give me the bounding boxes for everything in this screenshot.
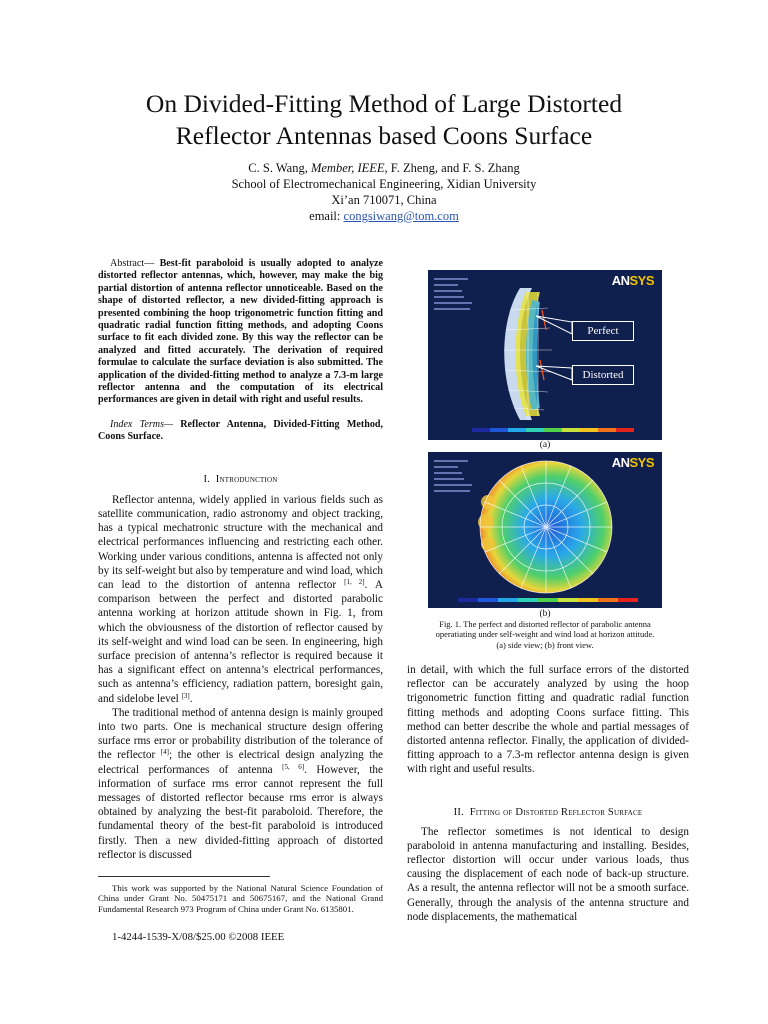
left-column — [98, 258, 383, 862]
s1p1-text-c: . — [189, 692, 193, 705]
figure-1-caption — [418, 619, 672, 650]
logo-an-b: AN — [611, 455, 630, 470]
figure-1a-image — [428, 270, 662, 440]
section-2-paragraph-1: The reflector sometimes is not identical to design paraboloid in antenna manufacturing and installing. Besides, reflector distortion will occur under various loads, thus causing the displacement of each node of back-up structure. As a result, the antenna reflector will not be a smooth surface. Generally, through the analysis of the antenna structure and node displacements, the mathematical — [407, 825, 689, 923]
s1p1-text-a: Reflector antenna, widely applied in various fields such as satellite communication, radio astronomy and object tracking, has a typical mechatronic structure with the mechanical and electrical performances influencing and restricting each other. Working under various conditions, antenna is affected not only by its self-weight but also by temperature and wind load, which can lead to the distortion of antenna reflector — [98, 493, 383, 591]
callout-perfect: Perfect — [572, 321, 634, 341]
footnote-rule — [98, 876, 270, 877]
citation-5-6: [5, 6] — [282, 762, 305, 771]
logo-ys-b: SYS — [629, 455, 654, 470]
section-1-title: Introdunction — [215, 473, 278, 485]
authors-member: Member, IEEE — [310, 161, 385, 175]
abstract-text: Best-fit paraboloid is usually adopted to analyze distorted reflector antennas, which, however, may make the big partial distortion of antenna reflector unnoticeable. Based on the shape of distorted reflector, a new divided-fitting approach is presented combining the hoop trigonometric function fitting and quadratic radial function fitting methods, and adopting Coons surface to fit each divided zone. By this way the reflector can be analyzed and fitted accurately. The derivation of required formulae to calculate the surface deviation is also submitted. The application of the divided-fitting method to analyze a 7.3-m large reflector antenna and the computation of its electrical performances are given in detail with right and useful results. — [98, 258, 383, 406]
title-line-1: On Divided-Fitting Method of Large Distorted — [145, 89, 623, 118]
email-line — [60, 208, 708, 224]
section-2-numeral: II. — [453, 806, 464, 818]
logo-an-a: AN — [611, 273, 630, 288]
abstract-label: Abstract— — [110, 258, 155, 269]
affiliation: School of Electromechanical Engineering, Xidian University — [231, 177, 537, 191]
caption-line-2: (a) side view; (b) front view. — [496, 639, 594, 650]
author-block — [60, 160, 708, 224]
email-label: email: — [309, 209, 344, 223]
citation-4: [4] — [160, 748, 169, 757]
s1p2-text-b: ; the other is electrical design analyzing the electrical performances of antenna — [98, 749, 383, 776]
copyright-line: 1-4244-1539-X/08/$25.00 ©2008 IEEE — [112, 931, 285, 943]
section-1-paragraph-2 — [98, 706, 383, 862]
paper-title — [60, 88, 708, 152]
caption-line-1: Fig. 1. The perfect and distorted reflector of parabolic antenna operatiating under self-weight and wind load at horizon attitude. — [435, 619, 655, 640]
section-1-paragraph-1 — [98, 493, 383, 706]
ansys-logo-a — [612, 273, 654, 288]
authors-suffix: , F. Zheng, and F. S. Zhang — [384, 161, 520, 175]
s1p1-text-b: . A comparison between the perfect and distorted parabolic antenna working at horizon attitude shown in Fig. 1, from which the obviousness of the distortion of reflector caused by its self-weight and wind load can be seen. In engineering, high surface precision of antenna’s reflector is required because it has a significant effect on antenna’s electrical performances, such as antenna’s efficiency, radiation pattern, boresight gain, and sidelobe level — [98, 578, 383, 705]
index-terms — [98, 419, 383, 444]
figure-1a-label: (a) — [539, 440, 551, 450]
footnote: This work was supported by the National Natural Science Foundation of China under Grant No. 50475171 and 50675167, and the National Grand Fundamental Research 973 Program of China under Grant No. 6135801. — [98, 883, 383, 914]
figure-1a-side-view — [428, 270, 662, 440]
logo-ys-a: SYS — [629, 273, 654, 288]
index-terms-label: Index Terms— — [110, 418, 173, 430]
section-2-heading — [407, 807, 689, 818]
address: Xi’an 710071, China — [331, 193, 437, 207]
callout-distorted: Distorted — [572, 365, 634, 385]
s1p2-text-a: The traditional method of antenna design is mainly grouped into two parts. One is mechanical structure design offering surface rms error or probability distribution of the tolerance of the reflector — [98, 706, 383, 762]
email-link[interactable]: congsiwang@tom.com — [343, 209, 459, 223]
s1p2-text-c: . However, the information of surface rms error cannot represent the full messages of distorted reflector because rms error is always obtained by analyzing the best-fit paraboloid. Therefore, the fundamental theory of the best-fit paraboloid is introduced firstly. Then a new divided-fitting approach of distorted reflector is discussed — [98, 763, 383, 861]
ansys-logo-b — [612, 455, 654, 470]
right-column — [407, 663, 689, 924]
citation-1-2: [1, 2] — [344, 577, 365, 586]
section-1-paragraph-3: in detail, with which the full surface errors of the distorted reflector can be accurately analyzed by using the hoop trigonometric function fitting and quadratic radial function fitting methods and adopting Coons surface fitting. This method can better describe the whole and partial messages of distorted antenna reflector. Finally, the application of divided-fitting approach to a 7.3-m reflector antenna design is given with right and useful results. — [407, 664, 689, 776]
figure-1b-label: (b) — [539, 609, 551, 619]
abstract — [98, 258, 383, 407]
section-1-heading — [98, 474, 383, 485]
section-1-numeral: I. — [203, 473, 211, 485]
index-terms-text: Reflector Antenna, Divided-Fitting Method, Coons Surface. — [98, 418, 383, 443]
section-2-title: Fitting of Distorted Reflector Surface — [469, 806, 643, 818]
figure-1b-front-view — [428, 452, 662, 608]
authors-prefix: C. S. Wang, — [248, 161, 311, 175]
figure-1b-image — [428, 452, 662, 608]
citation-3: [3] — [181, 691, 190, 700]
author-names — [60, 160, 708, 176]
title-line-2: Reflector Antennas based Coons Surface — [175, 121, 593, 150]
